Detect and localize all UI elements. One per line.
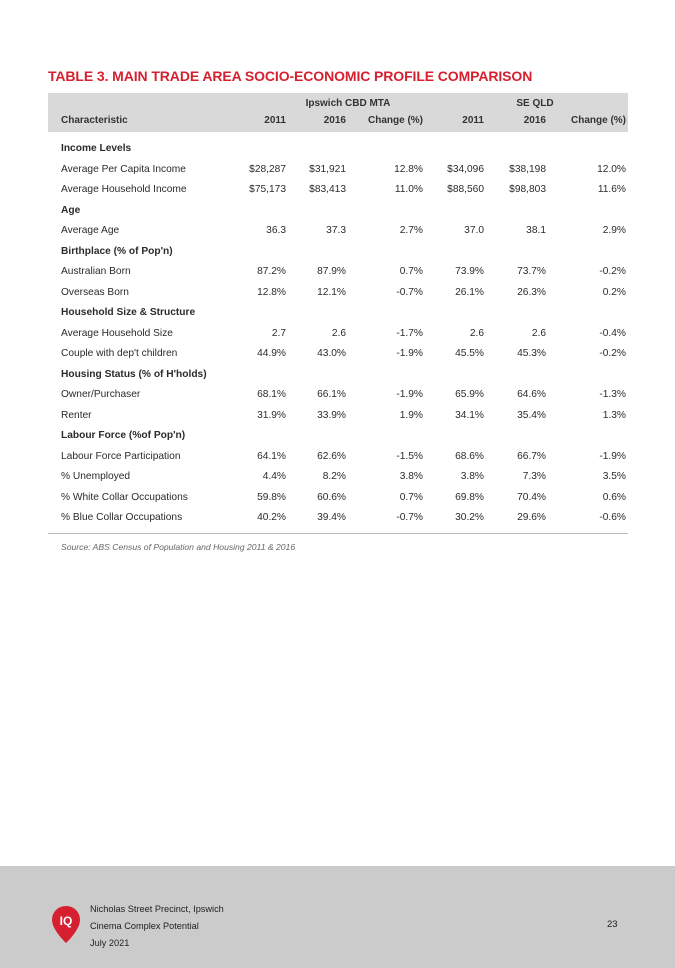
cell-ipswich-2016: 2.6 [331,327,346,339]
section-heading-row [48,303,628,324]
section-heading: Housing Status (% of H'holds) [61,368,207,380]
cell-seqld-change: 12.0% [597,163,626,175]
cell-ipswich-2011: 36.3 [266,225,286,236]
cell-seqld-2016: 2.6 [531,327,546,339]
section-heading-row [48,242,628,263]
table-row [48,180,628,201]
row-label: % White Collar Occupations [61,491,188,503]
cell-ipswich-change: -0.7% [396,512,423,523]
cell-seqld-change: 2.9% [602,225,626,236]
cell-ipswich-2011: 44.9% [257,348,286,359]
footer-date-line: July 2021 [90,938,130,948]
row-label: Average Per Capita Income [61,163,186,175]
page-number: 23 [607,919,618,930]
table-row [48,508,628,529]
table-body [48,139,628,529]
row-label: Overseas Born [61,286,129,298]
section-heading: Labour Force (%of Pop'n) [61,430,186,441]
cell-ipswich-2016: $83,413 [309,184,346,195]
cell-seqld-change: -0.4% [599,327,626,339]
cell-ipswich-change: -1.9% [396,348,423,359]
cell-seqld-2011: 3.8% [460,471,484,482]
cell-seqld-2016: 35.4% [517,409,546,421]
table-row [48,344,628,365]
row-label: % Blue Collar Occupations [61,512,183,523]
cell-ipswich-change: -1.9% [396,389,423,400]
row-label: Renter [61,409,92,421]
table-header [48,93,628,132]
cell-ipswich-change: 1.9% [399,409,423,421]
header-group-ipswich: Ipswich CBD MTA [305,98,391,109]
row-label: Labour Force Participation [61,450,181,462]
cell-ipswich-2011: 4.4% [262,471,286,482]
cell-ipswich-2016: 8.2% [322,471,346,482]
section-heading: Age [61,204,81,216]
section-heading-row [48,365,628,386]
cell-seqld-2016: 45.3% [517,348,546,359]
header-characteristic: Characteristic [61,115,128,126]
row-label: Average Age [61,225,120,236]
cell-seqld-change: 11.6% [597,184,626,195]
cell-ipswich-2011: 2.7 [271,327,286,339]
cell-ipswich-2016: 66.1% [317,389,346,400]
svg-text:IQ: IQ [59,914,73,928]
cell-ipswich-2011: 40.2% [257,512,286,523]
cell-seqld-change: -0.2% [599,266,626,277]
cell-ipswich-2011: 31.9% [257,409,286,421]
cell-ipswich-change: -1.5% [396,450,423,462]
iq-logo-icon [51,905,81,944]
cell-seqld-change: 0.2% [602,286,626,298]
cell-ipswich-change: 0.7% [399,266,423,277]
cell-seqld-2011: 26.1% [455,286,484,298]
cell-seqld-2016: 26.3% [517,286,546,298]
cell-ipswich-2011: 68.1% [257,389,286,400]
source-note: Source: ABS Census of Population and Housing 2011 & 2016 [61,542,296,552]
cell-ipswich-2011: $28,287 [249,163,286,175]
cell-seqld-change: 1.3% [602,409,626,421]
cell-ipswich-change: 11.0% [394,184,423,195]
table-row [48,160,628,181]
row-label: Australian Born [61,266,131,277]
cell-ipswich-change: 3.8% [399,471,423,482]
table-row [48,488,628,509]
header-col-ipswich-2016: 2016 [323,115,346,126]
cell-seqld-2011: 73.9% [455,266,484,277]
row-label: Average Household Income [61,184,187,195]
header-col-seqld-2011: 2011 [462,115,484,126]
cell-seqld-2016: 38.1 [526,225,546,236]
section-heading: Birthplace (% of Pop'n) [61,245,173,257]
table-row [48,467,628,488]
page-footer [0,866,675,968]
cell-seqld-2011: 65.9% [455,389,484,400]
cell-seqld-2016: 7.3% [522,471,546,482]
cell-seqld-2016: $38,198 [509,163,546,175]
footer-project-line: Nicholas Street Precinct, Ipswich [90,904,224,914]
row-label: % Unemployed [61,471,131,482]
table-bottom-rule [48,533,628,534]
cell-seqld-change: 3.5% [602,471,626,482]
table-row [48,283,628,304]
section-heading: Income Levels [61,143,132,154]
section-heading-row [48,201,628,222]
cell-seqld-2011: $34,096 [447,163,484,175]
header-col-seqld-2016: 2016 [523,115,546,126]
cell-ipswich-2016: 43.0% [317,348,346,359]
cell-seqld-change: -0.6% [599,512,626,523]
cell-seqld-change: -1.3% [599,389,626,400]
header-group-seqld: SE QLD [516,98,554,109]
table-row [48,385,628,406]
table-title: TABLE 3. MAIN TRADE AREA SOCIO-ECONOMIC PROFILE COMPARISON [48,68,533,84]
table-row [48,447,628,468]
cell-seqld-2016: 73.7% [517,266,546,277]
cell-seqld-2011: 37.0 [464,225,484,236]
cell-seqld-2011: 2.6 [469,327,484,339]
row-label: Owner/Purchaser [61,389,141,400]
cell-seqld-change: 0.6% [602,491,626,503]
cell-seqld-2011: 30.2% [455,512,484,523]
cell-seqld-2011: $88,560 [447,184,484,195]
cell-seqld-2011: 68.6% [455,450,484,462]
cell-seqld-2016: $98,803 [509,184,546,195]
cell-seqld-2016: 70.4% [517,491,546,503]
header-col-seqld-change: Change (%) [571,115,626,126]
cell-seqld-2016: 64.6% [517,389,546,400]
cell-ipswich-2011: 59.8% [257,491,286,503]
cell-ipswich-2016: 60.6% [317,491,346,503]
cell-ipswich-change: 2.7% [399,225,423,236]
cell-seqld-2011: 45.5% [455,348,484,359]
section-heading-row [48,139,628,160]
cell-ipswich-2016: 33.9% [317,409,346,421]
cell-ipswich-2016: $31,921 [309,163,346,175]
cell-ipswich-change: 0.7% [399,491,423,503]
cell-ipswich-2011: 12.8% [257,286,286,298]
cell-ipswich-2016: 12.1% [317,286,346,298]
cell-ipswich-2011: 64.1% [257,450,286,462]
cell-seqld-change: -0.2% [599,348,626,359]
section-heading: Household Size & Structure [61,307,196,318]
cell-seqld-2016: 66.7% [517,450,546,462]
table-row [48,262,628,283]
cell-ipswich-2011: $75,173 [249,184,286,195]
cell-ipswich-change: -0.7% [396,286,423,298]
header-col-ipswich-2011: 2011 [264,115,286,126]
cell-ipswich-2011: 87.2% [257,266,286,277]
header-col-ipswich-change: Change (%) [368,115,423,126]
table-row [48,221,628,242]
cell-ipswich-2016: 39.4% [317,512,346,523]
cell-ipswich-change: 12.8% [394,163,423,175]
cell-seqld-change: -1.9% [599,450,626,462]
cell-ipswich-2016: 62.6% [317,450,346,462]
cell-ipswich-2016: 87.9% [317,266,346,277]
cell-ipswich-change: -1.7% [396,327,423,339]
section-heading-row [48,426,628,447]
table-row [48,406,628,427]
footer-subtitle-line: Cinema Complex Potential [90,921,199,931]
cell-seqld-2016: 29.6% [517,512,546,523]
row-label: Couple with dep't children [61,348,178,359]
table-row [48,324,628,345]
cell-seqld-2011: 34.1% [455,409,484,421]
cell-seqld-2011: 69.8% [455,491,484,503]
row-label: Average Household Size [61,327,173,339]
cell-ipswich-2016: 37.3 [326,225,346,236]
